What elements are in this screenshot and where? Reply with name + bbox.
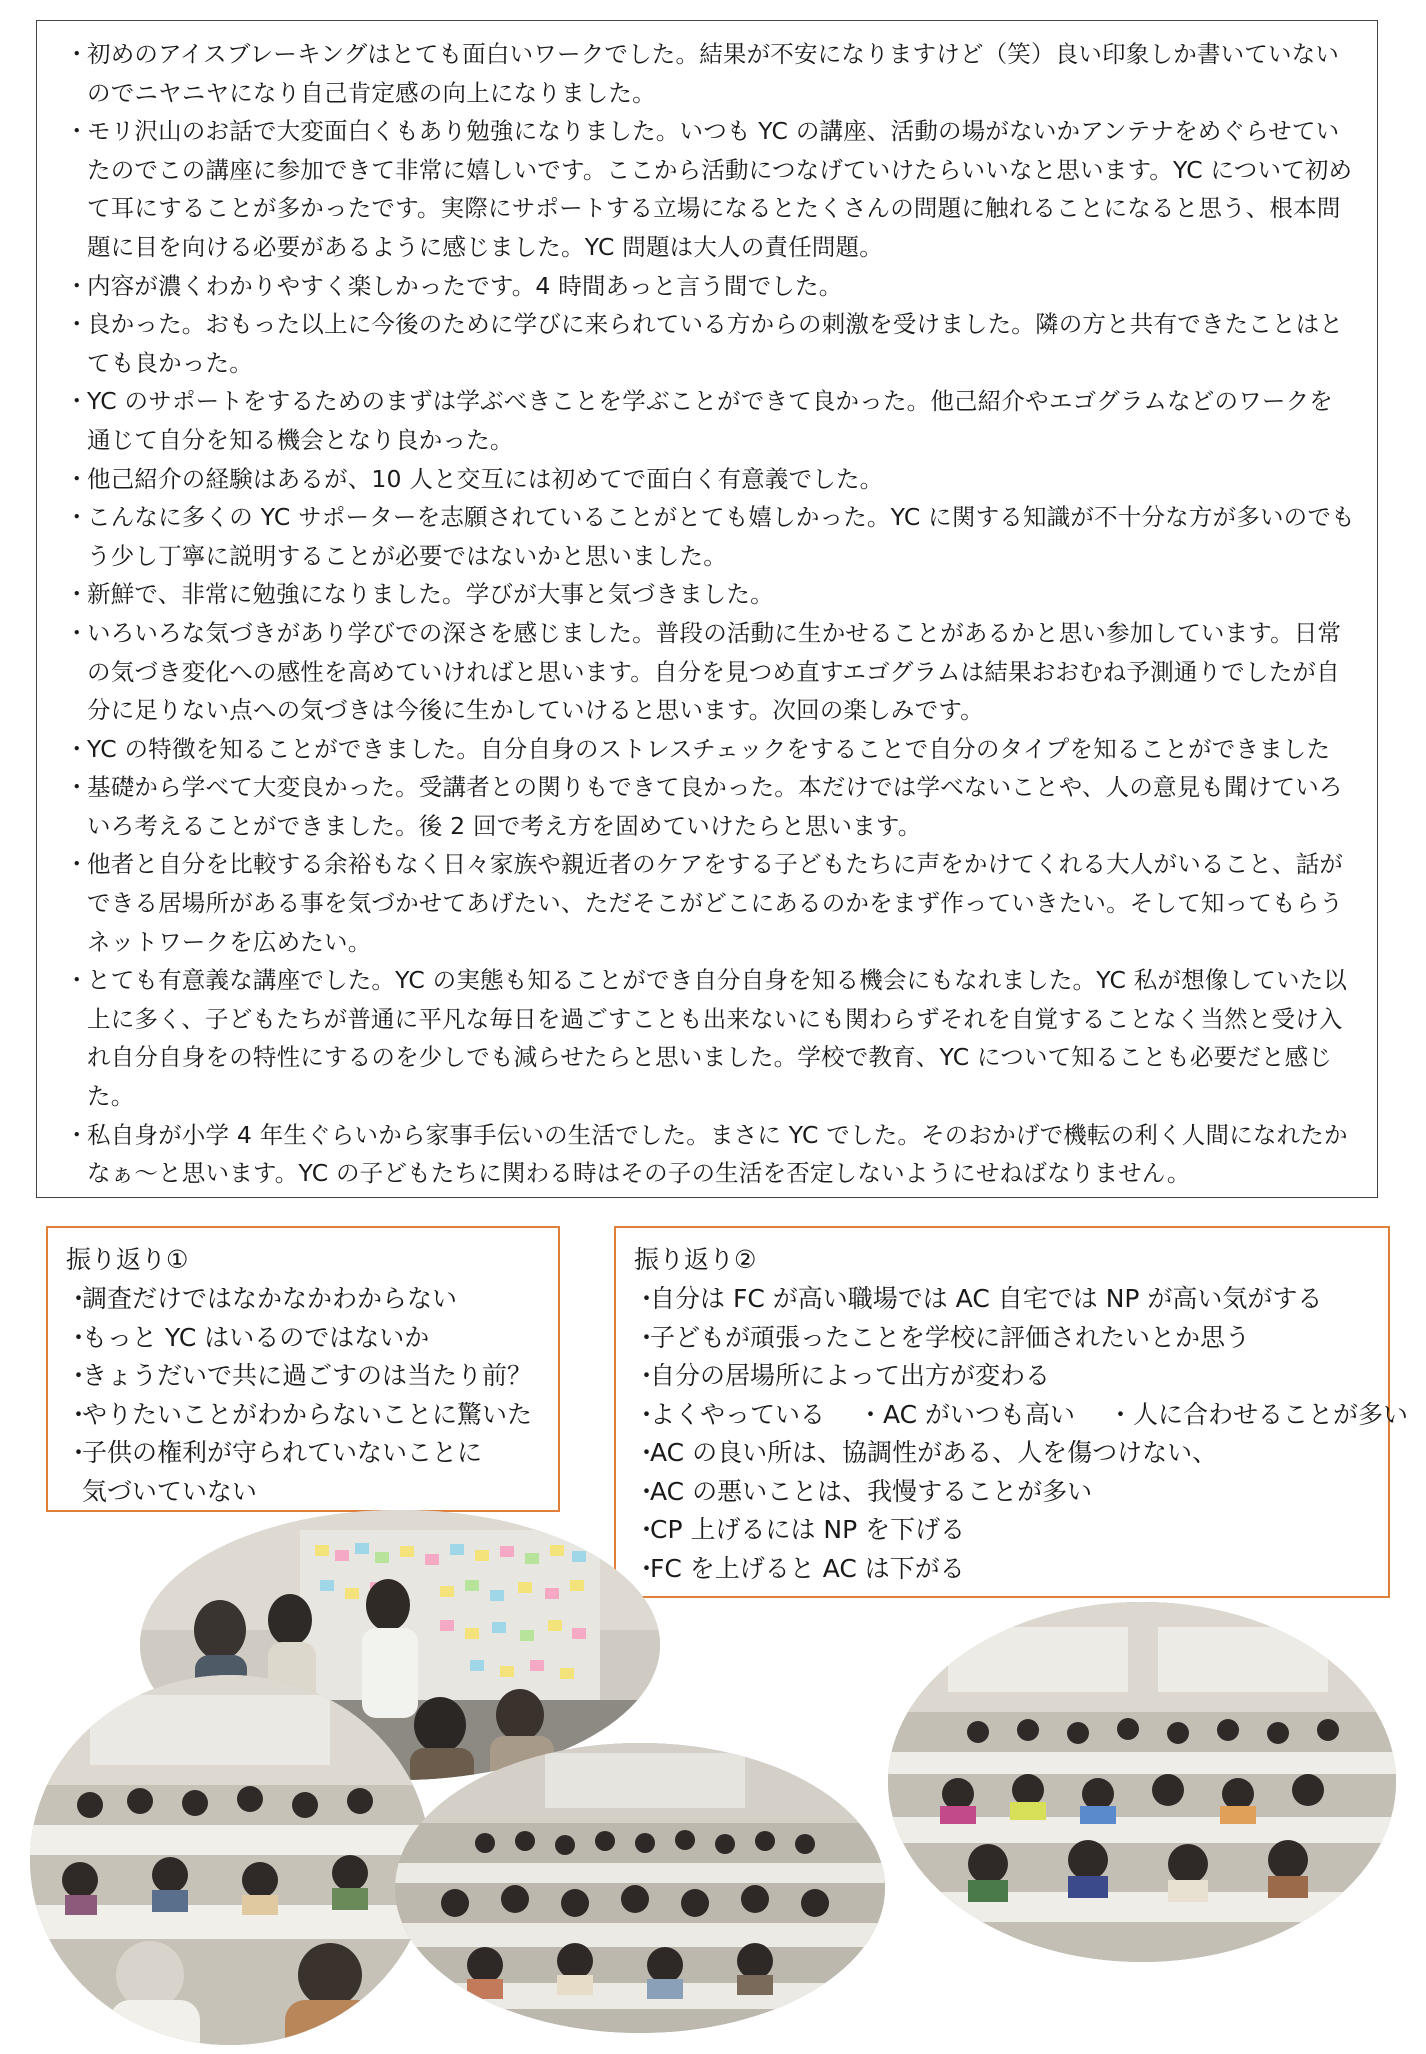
photo-classroom-center [395, 1743, 885, 2033]
review-2-item: ・ FC を上げると AC は下がる [634, 1550, 1372, 1589]
comment-item: ・ YC の特徴を知ることができました。自分自身のストレスチェックをすることで自分のタイプを知ることができました [57, 730, 1355, 769]
comments-box [36, 20, 1378, 1198]
review-box-1 [46, 1226, 560, 1512]
review-box-2 [614, 1226, 1408, 1598]
photo-classroom-left [30, 1675, 430, 2045]
review-1-title: 振り返り① [66, 1245, 189, 1274]
comment-item: ・ 新鮮で、非常に勉強になりました。学びが大事と気づきました。 [57, 575, 1355, 614]
review-1-item: ・ 調査だけではなかなかわからない [66, 1280, 542, 1319]
review-1-item: ・ きょうだいで共に過ごすのは当たり前？ [66, 1357, 542, 1396]
comment-item: ・ とても有意義な講座でした。YC の実態も知ることができ自分自身を知る機会にもなれました。YC 私が想像していた以上に多く、子どもたちが普通に平凡な毎日を過ごすことも出来ないにも関わらずそれを自覚することなく当然と受け入れ自分自身をの特性にするのを少しでも減らせたらと思いました。学校で教育、YC について知ることも必要だと感じた。 [57, 961, 1355, 1115]
review-2-item: ・ AC の良い所は、協調性がある、人を傷つけない、 [634, 1434, 1372, 1473]
comment-item: ・ 内容が濃くわかりやすく楽しかったです。4 時間あっと言う間でした。 [57, 267, 1355, 306]
review-2-title: 振り返り② [634, 1245, 757, 1274]
review-2-item: ・ 子どもが頑張ったことを学校に評価されたいとか思う [634, 1319, 1372, 1358]
review-1-item: ・ 子供の権利が守られていないことに 気づいていない [66, 1434, 542, 1511]
comment-item: ・ モリ沢山のお話で大変面白くもあり勉強になりました。いつも YC の講座、活動の場がないかアンテナをめぐらせていたのでこの講座に参加できて非常に嬉しいです。ここから活動につなげていけたらいいなと思います。YC について初めて耳にすることが多かったです。実際にサポートする立場になるとたくさんの問題に触れることになると思う、根本問題に目を向ける必要があるように感じました。YC 問題は大人の責任問題。 [57, 112, 1355, 266]
comment-item: ・ 私自身が小学 4 年生ぐらいから家事手伝いの生活でした。まさに YC でした。そのおかげで機転の利く人間になれたかなぁ～と思います。YC の子どもたちに関わる時はその子の生活を否定しないようにせねばなりません。 [57, 1116, 1355, 1193]
comment-item: ・ 他者と自分を比較する余裕もなく日々家族や親近者のケアをする子どもたちに声をかけてくれる大人がいること、話ができる居場所がある事を気づかせてあげたい、ただそこがどこにあるのかをまず作っていきたい。そして知ってもらうネットワークを広めたい。 [57, 845, 1355, 961]
comment-item: ・ YC のサポートをするためのまずは学ぶべきことを学ぶことができて良かった。他己紹介やエゴグラムなどのワークを通じて自分を知る機会となり良かった。 [57, 382, 1355, 459]
review-2-item: ・ 自分は FC が高い職場では AC 自宅では NP が高い気がする [634, 1280, 1372, 1319]
review-2-item: ・ よくやっている ・AC がいつも高い ・人に合わせることが多い [634, 1396, 1372, 1435]
comment-item: ・ 他己紹介の経験はあるが、10 人と交互には初めてで面白く有意義でした。 [57, 460, 1355, 499]
comment-item: ・ 基礎から学べて大変良かった。受講者との関りもできて良かった。本だけでは学べないことや、人の意見も聞けていろいろ考えることができました。後 2 回で考え方を固めていけたらと思います。 [57, 768, 1355, 845]
review-2-item: ・ AC の悪いことは、我慢することが多い [634, 1473, 1372, 1512]
review-1-item: ・ やりたいことがわからないことに驚いた [66, 1396, 542, 1435]
comment-item: ・ 初めのアイスブレーキングはとても面白いワークでした。結果が不安になりますけど（笑）良い印象しか書いていないのでニヤニヤになり自己肯定感の向上になりました。 [57, 35, 1355, 112]
review-2-item: ・ CP 上げるには NP を下げる [634, 1511, 1372, 1550]
photo-classroom-right [888, 1602, 1396, 1962]
comment-item: ・ いろいろな気づきがあり学びでの深さを感じました。普段の活動に生かせることがあるかと思い参加しています。日常の気づき変化への感性を高めていければと思います。自分を見つめ直すエゴグラムは結果おおむね予測通りでしたが自分に足りない点への気づきは今後に生かしていけると思います。次回の楽しみです。 [57, 614, 1355, 730]
review-1-item: ・ もっと YC はいるのではないか [66, 1319, 542, 1358]
comment-item: ・ 良かった。おもった以上に今後のために学びに来られている方からの刺激を受けました。隣の方と共有できたことはとても良かった。 [57, 305, 1355, 382]
comment-item: ・ こんなに多くの YC サポーターを志願されていることがとても嬉しかった。YC に関する知識が不十分な方が多いのでもう少し丁寧に説明することが必要ではないかと思いました。 [57, 498, 1355, 575]
review-2-item: ・ 自分の居場所によって出方が変わる [634, 1357, 1372, 1396]
